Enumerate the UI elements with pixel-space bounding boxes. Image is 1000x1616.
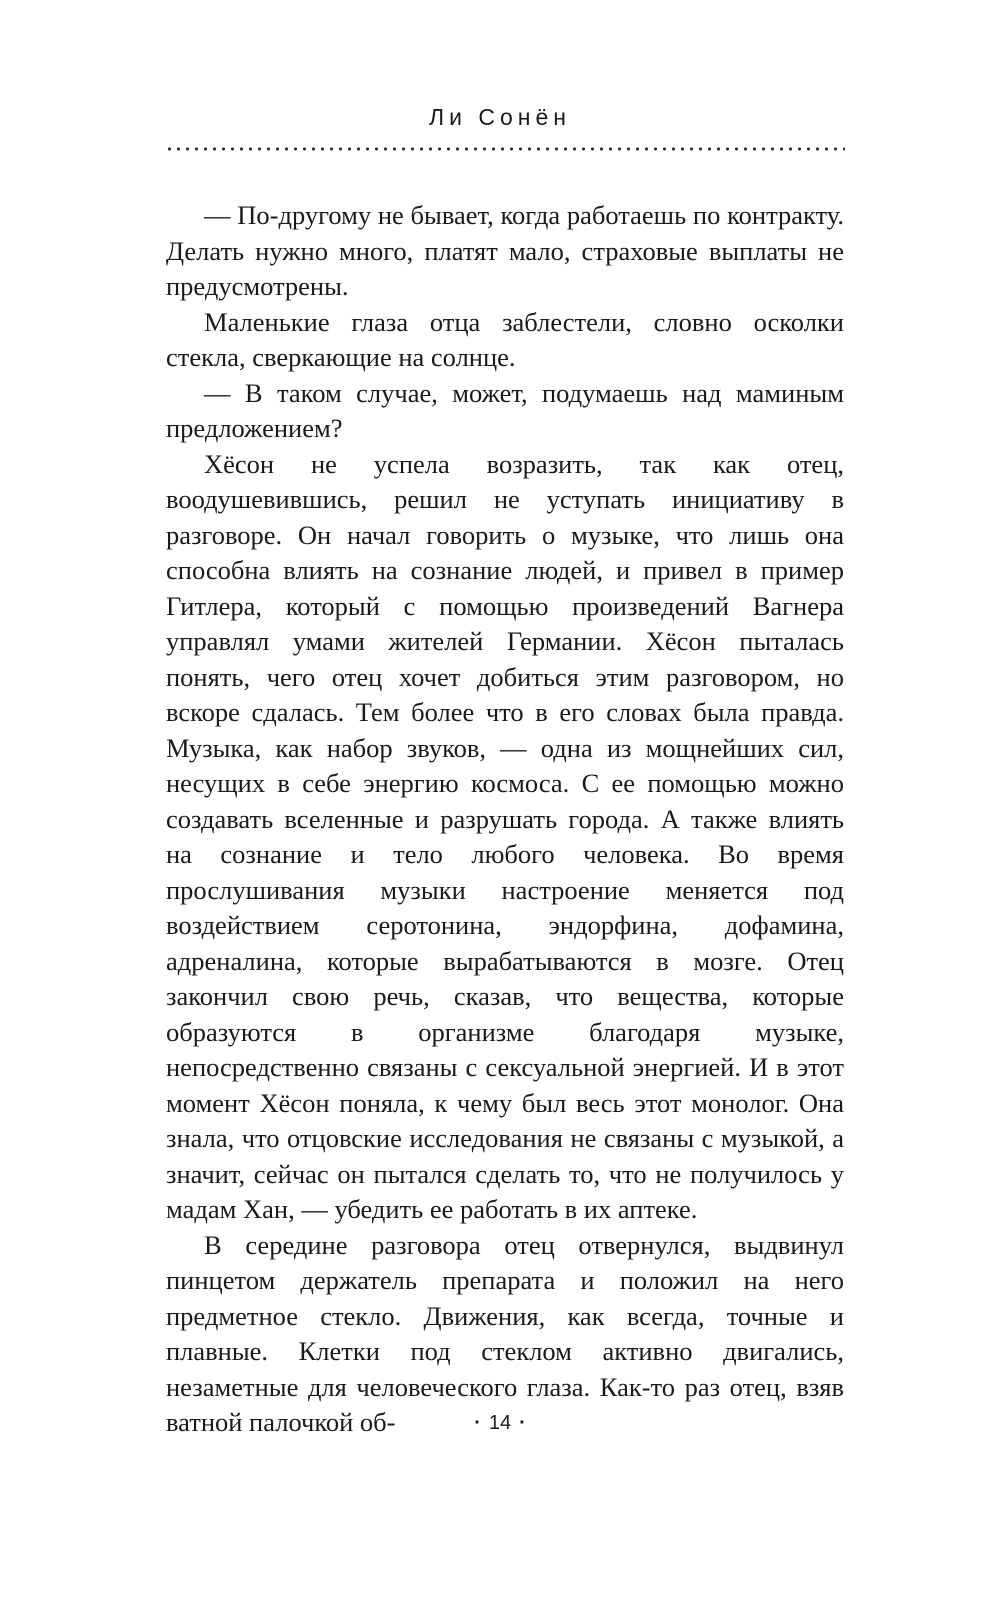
paragraph: Маленькие глаза отца заблестели, словно осколки стекла, сверкающие на солнце. bbox=[166, 306, 844, 372]
paragraph: — По-другому не бывает, когда работаешь по контракту. Делать нужно много, платят мало, страховые выплаты не предусмотрены. bbox=[166, 200, 844, 301]
paragraph: В середине разговора отец отвернулся, выдвинул пинцетом держатель препарата и положил на него предметное стекло. Движения, как всегда, точные и плавные. Клетки под стеклом активно двигались, незаметные для человеческого глаза. Как-то раз отец, взяв ватной палочкой об- bbox=[166, 1229, 844, 1437]
paragraph: Хёсон не успела возразить, так как отец, воодушевившись, решил не уступать инициативу в разговоре. Он начал говорить о музыке, что лишь она способна влиять на сознание людей, и привел в пример Гитлера, который с помощью произведений Вагнера управлял умами жителей Германии. Хёсон пыталась понять, чего отец хочет добиться этим разговором, но вскоре сдалась. Тем более что в его словах была правда. Музыка, как набор звуков, — одна из мощнейших сил, несущих в себе энергию космоса. С ее помощью можно создавать вселенные и разрушать города. А также влиять на сознание и тело любого человека. Во время прослушивания музыки настроение меняется под воздействием серотонина, эндорфина, дофамина, адреналина, которые вырабатываются в мозге. Отец закончил свою речь, сказав, что вещества, которые образуются в организме благодаря музыке, непосредственно связаны с сексуальной энергией. И в этот момент Хёсон поняла, к чему был весь этот монолог. Она знала, что отцовские исследования не связаны с музыкой, а значит, сейчас он пытался сделать то, что не получилось у мадам Хан, — убедить ее работать в их аптеке. bbox=[166, 448, 844, 1224]
page-number-footer bbox=[0, 1412, 1000, 1435]
paragraph: — В таком случае, может, подумаешь над маминым предложением? bbox=[166, 377, 844, 443]
dotted-divider bbox=[165, 146, 845, 152]
bullet-icon: · bbox=[474, 1412, 481, 1434]
page-number: 14 bbox=[488, 1412, 512, 1434]
text-body bbox=[166, 198, 844, 1441]
running-head-author: Ли Сонён bbox=[429, 104, 571, 130]
bullet-icon: · bbox=[519, 1412, 526, 1434]
